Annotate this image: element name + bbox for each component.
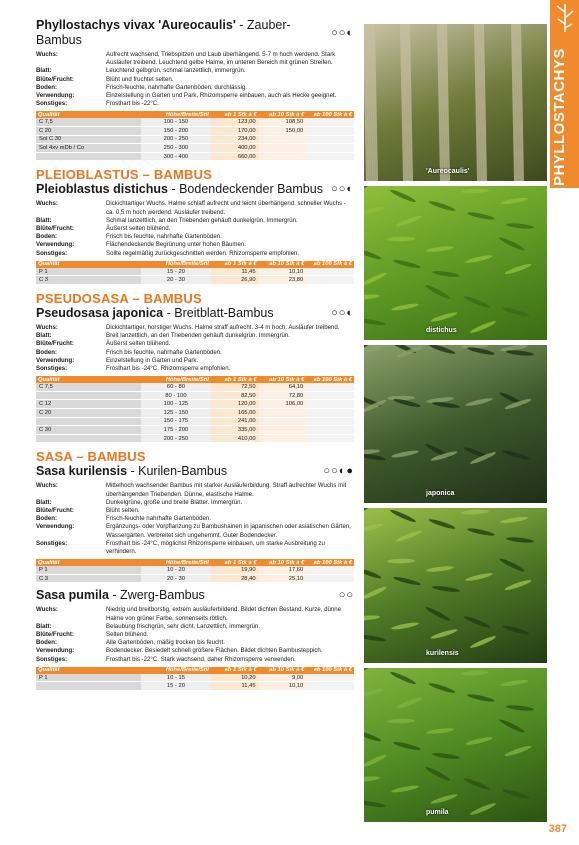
plant-photo [364, 186, 547, 340]
description-label: Blatt: [36, 332, 52, 340]
description [36, 606, 354, 663]
description-row [36, 67, 354, 75]
price-cell [259, 152, 307, 161]
description-text: Frosthart bis -24°C, möglichst Rhizomsperre einbauen, um starke Ausbreitung zu verhindern. [106, 539, 325, 555]
description-row [36, 515, 354, 523]
price-cell [306, 144, 354, 153]
location-symbols-icon: ○○ [338, 589, 354, 602]
price-cell: Sol C 30 [36, 135, 141, 144]
description-row [36, 631, 354, 639]
description-label: Wuchs: [36, 482, 58, 490]
description-label: Sonstiges: [36, 100, 68, 108]
description-row [36, 92, 354, 100]
common-name: - Kurilen-Bambus [127, 464, 228, 479]
description-row [36, 217, 354, 225]
price-cell: 10,10 [259, 268, 307, 276]
genus-heading: SASA – BAMBUS [36, 449, 146, 465]
plant-section [36, 588, 354, 691]
table-row [36, 152, 354, 161]
price-header: ab 1 Stk à € [211, 261, 259, 268]
description-row [36, 84, 354, 92]
price-cell [36, 682, 141, 691]
price-cell: P 1 [36, 268, 141, 276]
table-row [36, 409, 354, 418]
description-row [36, 100, 354, 108]
description-label: Blatt: [36, 67, 52, 75]
price-cell: 335,00 [211, 426, 259, 435]
price-header: ab 1 Stk à € [211, 111, 259, 118]
location-symbols-icon: ○○◐ [331, 307, 354, 319]
price-cell: C 20 [36, 409, 141, 418]
price-cell [306, 574, 354, 583]
description-text: Einzelstellung in Garten und Park. [106, 356, 199, 364]
photo-caption: distichus [426, 327, 457, 334]
price-header: Qualität [36, 559, 141, 566]
description-text: Dickichtartiger Wuchs. Halme schlaff aufrecht und leicht überhängend. schneller Wuchs - ca. 0,5 m hoch werdend. Ausläufer treibend. [106, 200, 346, 216]
description-row [36, 623, 354, 631]
price-cell: 175 - 200 [141, 426, 211, 435]
species-title [36, 306, 354, 321]
price-cell [306, 118, 354, 126]
price-header: ab 10 Stk à € [259, 111, 307, 118]
description-label: Blüte/Frucht: [36, 506, 74, 514]
description-label: Wuchs: [36, 606, 58, 614]
price-cell [306, 566, 354, 574]
price-cell [259, 409, 307, 418]
price-cell: 125 - 150 [141, 409, 211, 418]
description-text: Äußerst selten blühend. [106, 340, 171, 348]
price-table [36, 559, 354, 583]
price-header: ab 1 Stk à € [211, 376, 259, 383]
price-cell: 10 - 20 [141, 566, 211, 574]
price-cell: 15 - 20 [141, 268, 211, 276]
species-name: Sasa pumila [36, 588, 109, 603]
table-row [36, 391, 354, 400]
description-label: Blüte/Frucht: [36, 225, 74, 232]
table-row [36, 674, 354, 682]
description-text: Frisch bis feuchte, nahrhafte Gartenböden. [106, 233, 222, 241]
price-header: Qualität [36, 111, 141, 118]
table-row [36, 434, 354, 443]
description-label: Blatt: [36, 216, 52, 224]
plant-photo [364, 345, 547, 503]
description-row [36, 349, 354, 357]
table-row [36, 400, 354, 409]
price-header: ab 10 Stk à € [259, 559, 307, 566]
price-cell: 19,90 [211, 566, 259, 574]
description-label: Sonstiges: [36, 365, 68, 373]
price-header: Höhe/Breite/Stil [141, 559, 211, 566]
price-cell: 15 - 20 [141, 682, 211, 691]
description-text: Schmal lanzettlich, an den Triebenden gehäuft dunkelgrün. Immergrün. [106, 216, 298, 224]
price-cell: 72,80 [259, 391, 307, 400]
price-cell: 200 - 250 [141, 434, 211, 443]
photo-caption: kurilensis [426, 650, 459, 657]
price-header: Höhe/Breite/Stil [141, 261, 211, 268]
species-name: Sasa kurilensis [36, 464, 128, 479]
price-cell: 165,00 [211, 409, 259, 418]
photo-caption: 'Aureocaulis' [426, 168, 470, 175]
price-cell: 241,00 [211, 417, 259, 426]
price-header: Qualität [36, 376, 141, 383]
price-header: ab 100 Stk à € [306, 376, 354, 383]
genus-heading: PLEIOBLASTUS – BAMBUS [36, 167, 213, 183]
description-text: Flächendeckende Begrünung unter hohen Bäumen. [106, 241, 246, 249]
description-label: Verwendung: [36, 92, 75, 100]
price-cell: 10,20 [211, 674, 259, 682]
sidebar-label: PHYLLOSTACHYS [551, 48, 568, 186]
description-label: Blatt: [36, 498, 52, 506]
description-label: Blatt: [36, 622, 52, 630]
plant-photo [364, 508, 547, 663]
description-row [36, 365, 354, 373]
species-name: Pleioblastus distichus [36, 182, 168, 197]
description-row [36, 499, 354, 507]
price-cell [306, 417, 354, 426]
price-cell: C 20 [36, 127, 141, 136]
description-text: Dickichtartiger, horstiger Wuchs. Halme straff aufrecht. 3-4 m hoch. Ausläufer treibend. [106, 324, 340, 331]
description [36, 51, 354, 108]
description-text: Mittelhoch wachsender Bambus mit starker Ausläuferbildung. Straff aufrechter Wuchs mit überhängenden Triebenden. Dünne, elastische Halme. [106, 482, 347, 498]
price-cell [259, 417, 307, 426]
description-row [36, 482, 354, 498]
description-row [36, 647, 354, 655]
price-cell [306, 152, 354, 161]
price-header: ab 10 Stk à € [259, 376, 307, 383]
plant-photo [364, 24, 547, 181]
description-label: Sonstiges: [36, 655, 68, 663]
description-text: Ergänzungs- oder Vorpflanzung zu Bambushainen in japanischen oder asiatischen Gärten, Wassergärten. Verbreitet sich ungehemmt. Guter Bodendecker. [106, 523, 351, 539]
price-cell: 28,40 [211, 574, 259, 583]
price-cell: C 3 [36, 276, 141, 285]
table-row [36, 127, 354, 136]
description-row [36, 233, 354, 241]
description-label: Verwendung: [36, 241, 75, 249]
price-cell: 250 - 300 [141, 144, 211, 153]
price-header: ab 10 Stk à € [259, 261, 307, 268]
price-cell: 660,00 [211, 152, 259, 161]
price-cell: C 7,5 [36, 118, 141, 126]
price-header: Höhe/Breite/Stil [141, 667, 211, 674]
price-cell: 300 - 400 [141, 152, 211, 161]
description-label: Blüte/Frucht: [36, 75, 74, 83]
price-cell: 26,90 [211, 276, 259, 285]
price-cell: 60 - 80 [141, 383, 211, 391]
description-text: Frisch-feuchte, nahrhafte Gartenböden, durchlässig. [106, 83, 247, 91]
price-cell [306, 127, 354, 136]
table-row [36, 276, 354, 285]
price-header-row [36, 559, 354, 566]
price-cell [306, 434, 354, 443]
price-header: Qualität [36, 667, 141, 674]
description-row [36, 332, 354, 340]
price-cell: 11,45 [211, 682, 259, 691]
photo-caption: japonica [426, 490, 455, 497]
table-row [36, 417, 354, 426]
price-cell: 200 - 250 [141, 135, 211, 144]
price-cell [306, 409, 354, 418]
price-cell [259, 426, 307, 435]
table-row [36, 574, 354, 583]
common-name: - Zwerg-Bambus [108, 588, 205, 603]
description [36, 324, 354, 373]
location-symbols-icon: ○○◐ [331, 26, 354, 39]
price-cell: 23,80 [259, 276, 307, 285]
table-row [36, 383, 354, 391]
description-label: Verwendung: [36, 356, 75, 364]
price-table [36, 376, 354, 443]
table-row [36, 144, 354, 153]
price-cell: 150,00 [259, 127, 307, 136]
price-cell: 100 - 125 [141, 400, 211, 409]
description-text: Einzelstellung in Garten und Park, Rhizomsperre einbauen, auch als Hecke geeignet. [106, 92, 337, 100]
price-cell [306, 268, 354, 276]
price-cell [306, 682, 354, 691]
price-cell: 234,00 [211, 135, 259, 144]
location-symbols-icon: ○○◐● [323, 465, 354, 478]
price-header-row [36, 667, 354, 674]
price-header: ab 100 Stk à € [306, 559, 354, 566]
price-cell: 64,10 [259, 383, 307, 391]
common-name: - Breitblatt-Bambus [163, 306, 274, 320]
price-cell: 82,50 [211, 391, 259, 400]
description-label: Sonstiges: [36, 539, 68, 547]
price-cell [306, 276, 354, 285]
table-row [36, 135, 354, 144]
description-row [36, 76, 354, 84]
description-row [36, 340, 354, 348]
table-row [36, 118, 354, 126]
price-cell: C 3 [36, 574, 141, 583]
description-row [36, 656, 354, 664]
price-header: ab 100 Stk à € [306, 261, 354, 268]
description-row [36, 606, 354, 622]
price-cell: C 30 [36, 426, 141, 435]
description-text: Frosthart bis -22°C. [106, 100, 159, 108]
plant-photo [364, 668, 547, 822]
price-cell: 72,50 [211, 383, 259, 391]
description-label: Boden: [36, 639, 57, 647]
price-cell: 120,00 [211, 400, 259, 409]
species-name: Phyllostachys vivax 'Aureocaulis' [36, 18, 236, 32]
description-row [36, 225, 354, 233]
price-cell [259, 434, 307, 443]
species-title [36, 464, 354, 479]
description-text: Leuchtend gelbgrün, schmal lanzettlich, immergrün. [106, 67, 246, 75]
price-table [36, 111, 354, 161]
price-cell: P 1 [36, 674, 141, 682]
description-text: Aufrecht wachsend, Triebspitzen und Laub überhängend. 5-7 m hoch werdend. Stark Ausläufer treibend. Leuchtend gelbe Halme, im unteren Bereich mit grünen Streifen. [106, 51, 336, 67]
description-row [36, 241, 354, 249]
species-name: Pseudosasa japonica [36, 306, 164, 320]
description-text: Bodendecker. Besiedelt schnell größere Flächen. Bildet dichten Bambusteppich. [106, 647, 323, 655]
price-table [36, 261, 354, 285]
description-row [36, 507, 354, 515]
description-text: Frisch-feuchte nahrhafte Gartenböden. [106, 515, 212, 523]
table-row [36, 566, 354, 574]
description-label: Wuchs: [36, 324, 58, 331]
price-cell [259, 144, 307, 153]
price-cell [259, 135, 307, 144]
description-row [36, 250, 354, 258]
foliage-texture [364, 508, 547, 663]
description-text: Niedrig und breitborstig, extrem ausläuferbildend. Bildet dichten Bestand. Kurze, dünne Halme von grüner Farbe, sonnenseits rötlich. [106, 606, 342, 622]
price-header-row [36, 376, 354, 383]
price-header-row [36, 261, 354, 268]
photo-caption: pumila [426, 809, 449, 816]
price-header: ab 1 Stk à € [211, 667, 259, 674]
price-cell: 10,10 [259, 682, 307, 691]
price-cell [36, 417, 141, 426]
description-label: Verwendung: [36, 523, 75, 531]
foliage-texture [364, 24, 547, 181]
price-cell [306, 391, 354, 400]
price-header: ab 100 Stk à € [306, 111, 354, 118]
description-row [36, 51, 354, 67]
price-cell: C 7,5 [36, 383, 141, 391]
plant-section [36, 449, 354, 583]
price-header: Höhe/Breite/Stil [141, 111, 211, 118]
price-cell: 106,00 [259, 400, 307, 409]
description-label: Boden: [36, 233, 57, 241]
price-cell: 123,00 [211, 118, 259, 126]
price-cell: 20 - 30 [141, 574, 211, 583]
description-label: Boden: [36, 83, 57, 91]
description-label: Boden: [36, 348, 57, 356]
price-header: ab 1 Stk à € [211, 559, 259, 566]
plant-section [36, 18, 354, 161]
price-cell [36, 152, 141, 161]
price-cell [306, 135, 354, 144]
price-header-row [36, 111, 354, 118]
foliage-texture [364, 186, 547, 340]
price-header: ab 10 Stk à € [259, 667, 307, 674]
description-text: Frosthart bis -24°C. Rhizomsperre empfohlen. [106, 365, 231, 373]
table-row [36, 426, 354, 435]
price-cell: 150 - 175 [141, 417, 211, 426]
price-cell: 25,10 [259, 574, 307, 583]
description-text: Frisch bis feuchte, nahrhafte Gartenböden. [106, 348, 222, 356]
price-cell: 410,00 [211, 434, 259, 443]
description [36, 200, 354, 257]
description-row [36, 324, 354, 332]
description-row [36, 200, 354, 216]
price-cell: 170,00 [211, 127, 259, 136]
price-table [36, 667, 354, 691]
species-title [36, 182, 354, 197]
price-cell: P 1 [36, 566, 141, 574]
price-cell [306, 400, 354, 409]
price-cell: 17,60 [259, 566, 307, 574]
description-text: Äußerst selten blühend. [106, 225, 171, 232]
description-label: Sonstiges: [36, 249, 68, 257]
price-cell: 11,45 [211, 268, 259, 276]
common-name: - Zauber-Bambus [36, 18, 291, 47]
price-cell [36, 391, 141, 400]
common-name: - Bodendeckender Bambus [167, 182, 323, 197]
description-text: Breit lanzettlich, an den Triebenden gehäuft dunkelgrün. Immergrün. [106, 332, 290, 340]
location-symbols-icon: ○○◐ [331, 183, 354, 196]
price-cell: 100 - 150 [141, 118, 211, 126]
genus-heading: PSEUDOSASA – BAMBUS [36, 291, 202, 306]
description-text: Dunkelgrüne, große und breite Blätter. Immergrün. [106, 498, 243, 506]
description-row [36, 540, 354, 556]
species-title [36, 588, 354, 603]
plant-section [36, 291, 354, 443]
price-cell: C 12 [36, 400, 141, 409]
price-header: Höhe/Breite/Stil [141, 376, 211, 383]
description [36, 482, 354, 556]
table-row [36, 268, 354, 276]
description-text: Alle Gartenböden, mäßig trocken bis feucht. [106, 639, 225, 647]
price-cell: 80 - 100 [141, 391, 211, 400]
price-cell [306, 383, 354, 391]
price-cell [36, 434, 141, 443]
description-label: Blüte/Frucht: [36, 631, 74, 638]
leaf-icon [550, 0, 579, 40]
description-text: Sollte regelmäßig zurückgeschnitten werden. Rhizomsperre empfohlen. [106, 249, 300, 257]
price-cell: 108,50 [259, 118, 307, 126]
description-row [36, 523, 354, 539]
price-cell [306, 674, 354, 682]
price-cell: 9,00 [259, 674, 307, 682]
description-label: Verwendung: [36, 647, 75, 655]
price-cell: 150 - 200 [141, 127, 211, 136]
plant-section [36, 167, 354, 285]
catalog-content [36, 18, 354, 691]
description-text: Blüht und fruchtet selten. [106, 75, 174, 83]
foliage-texture [364, 668, 547, 822]
price-cell [306, 426, 354, 435]
description-row [36, 639, 354, 647]
description-text: Blüht selten. [106, 506, 140, 514]
price-cell: 20 - 30 [141, 276, 211, 285]
description-text: Frosthart bis -22°C. Stark wachsend, daher Rhizomsperre verwenden. [106, 655, 296, 663]
price-cell: 400,00 [211, 144, 259, 153]
description-text: Belaubung frischgrün, sehr dicht. Lanzettlich, immergrün. [106, 622, 261, 630]
description-label: Boden: [36, 515, 57, 523]
price-header: Qualität [36, 261, 141, 268]
price-header: ab 100 Stk à € [306, 667, 354, 674]
description-row [36, 357, 354, 365]
foliage-texture [364, 345, 547, 503]
description-label: Wuchs: [36, 51, 58, 58]
table-row [36, 682, 354, 691]
price-cell: 10 - 15 [141, 674, 211, 682]
description-label: Wuchs: [36, 200, 58, 208]
page-number: 387 [548, 823, 567, 835]
description-label: Blüte/Frucht: [36, 340, 74, 348]
price-cell: Sol 4xv mDb / Co [36, 144, 141, 153]
species-title [36, 18, 354, 48]
description-text: Selten blühend. [106, 631, 149, 638]
